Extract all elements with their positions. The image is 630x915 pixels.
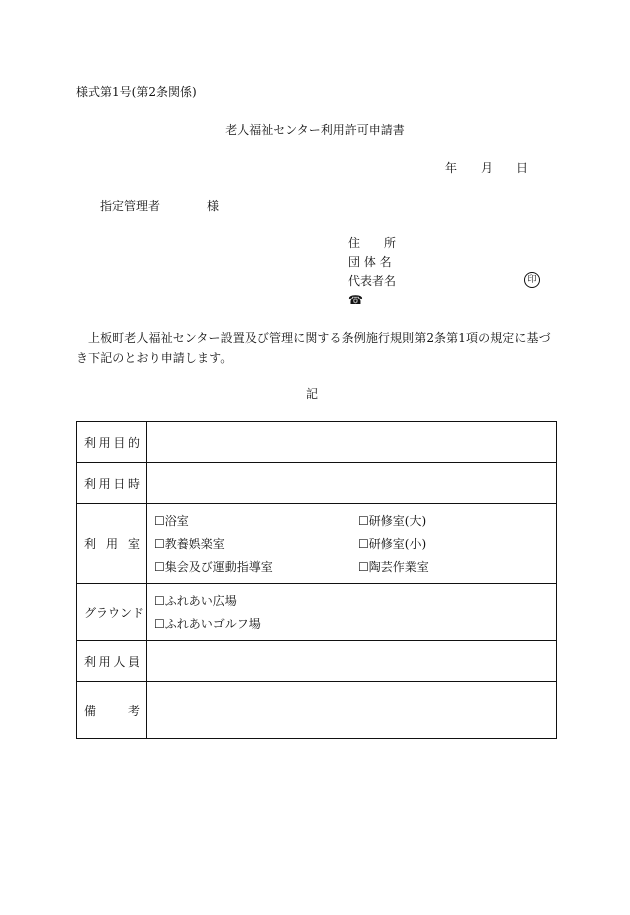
label-char: 員	[127, 654, 140, 669]
date-year-label: 年	[445, 161, 458, 175]
ground-label	[77, 584, 147, 641]
row-purpose	[77, 422, 557, 463]
form-number: 様式第1号(第2条関係)	[76, 85, 197, 99]
row-ground	[77, 584, 557, 641]
room-option-training-large[interactable]: ☐研修室(大)	[358, 514, 427, 528]
people-field[interactable]	[147, 641, 557, 682]
label-char: 利	[84, 476, 97, 491]
row-datetime	[77, 463, 557, 504]
applicant-group-label: 団 体 名	[348, 255, 392, 269]
addressee-name: 指定管理者	[100, 199, 161, 213]
document-title: 老人福祉センター利用許可申請書	[225, 123, 405, 137]
remarks-field[interactable]	[147, 682, 557, 739]
label-char: 利	[84, 537, 97, 551]
application-statement: 上板町老人福祉センター設置及び管理に関する条例施行規則第2条第1項の規定に基づき下記のとおり申請します。	[76, 331, 551, 365]
label-char: 目	[113, 435, 126, 450]
label-char: 考	[127, 703, 140, 718]
label-char: 備	[84, 703, 97, 718]
label-char: 利	[84, 435, 97, 450]
room-label	[77, 504, 147, 584]
label-char: 利	[84, 654, 97, 669]
ground-option-plaza[interactable]: ☐ふれあい広場	[154, 594, 237, 608]
datetime-field[interactable]	[147, 463, 557, 504]
row-remarks	[77, 682, 557, 739]
applicant-representative-label: 代表者名	[348, 274, 397, 288]
people-label	[77, 641, 147, 682]
date-day-label: 日	[516, 161, 529, 175]
remarks-label	[77, 682, 147, 739]
label-char: 室	[127, 537, 140, 551]
room-option-assembly[interactable]: ☐集会及び運動指導室	[154, 560, 273, 574]
datetime-label	[77, 463, 147, 504]
room-option-culture[interactable]: ☐教養娯楽室	[154, 537, 225, 551]
label-char: 用	[98, 435, 111, 450]
ground-option-golf[interactable]: ☐ふれあいゴルフ場	[154, 617, 261, 631]
label-char: 用	[105, 537, 118, 551]
label-char: 人	[113, 654, 126, 669]
date-month-label: 月	[481, 161, 494, 175]
room-option-bath[interactable]: ☐浴室	[154, 514, 189, 528]
usage-table	[76, 421, 557, 739]
phone-icon: ☎	[348, 293, 363, 307]
label-char: 的	[127, 435, 140, 450]
room-option-ceramics[interactable]: ☐陶芸作業室	[358, 560, 429, 574]
label-char: 日	[113, 476, 126, 491]
label-text: グラウンド	[84, 605, 145, 620]
seal-icon: 印	[524, 272, 540, 288]
ground-options	[147, 584, 557, 641]
label-char: 時	[127, 476, 140, 491]
applicant-address-label: 住 所	[348, 236, 397, 250]
label-char: 用	[98, 654, 111, 669]
row-room	[77, 504, 557, 584]
purpose-field[interactable]	[147, 422, 557, 463]
room-option-training-small[interactable]: ☐研修室(小)	[358, 537, 427, 551]
note-heading: 記	[306, 387, 319, 401]
row-people	[77, 641, 557, 682]
purpose-label	[77, 422, 147, 463]
label-char: 用	[98, 476, 111, 491]
addressee-suffix: 様	[207, 199, 220, 213]
room-options	[147, 504, 557, 584]
